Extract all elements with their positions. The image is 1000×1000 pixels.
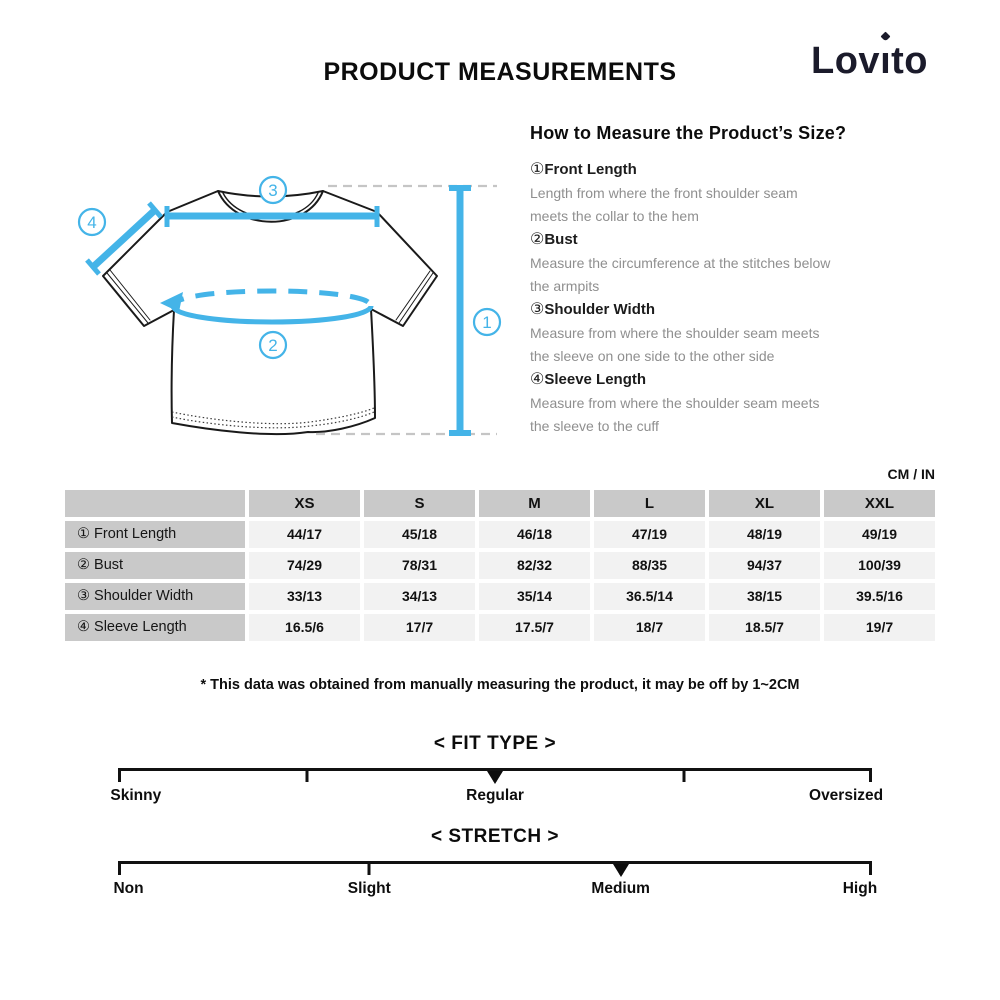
circled-number: ③ — [530, 301, 545, 318]
scale-label: High — [842, 880, 878, 897]
scale-title: < STRETCH > — [431, 826, 559, 847]
scale-label: Skinny — [110, 787, 162, 804]
howto-term — [530, 158, 942, 182]
measurement-value: 74/29 — [249, 552, 360, 579]
description-line: Measure the circumference at the stitches below — [530, 255, 831, 271]
circled-number: ① — [530, 161, 545, 178]
measurement-value: 44/17 — [249, 521, 360, 548]
measurement-value: 82/32 — [479, 552, 590, 579]
description-line: meets the collar to the hem — [530, 208, 699, 224]
scale-labels — [110, 787, 884, 809]
circled-number: ④ — [530, 371, 545, 388]
howto-item — [530, 228, 942, 298]
scale-tick — [682, 771, 685, 782]
measurement-value: 48/19 — [709, 521, 820, 548]
measurement-value: 88/35 — [594, 552, 705, 579]
measurement-value: 39.5/16 — [824, 583, 935, 610]
tshirt-measurement-diagram — [60, 130, 510, 460]
brand-logo: Lovı to — [811, 42, 928, 80]
scale-label: Regular — [466, 787, 524, 804]
svg-text:2: 2 — [268, 336, 278, 355]
measurement-value: 18/7 — [594, 614, 705, 641]
measure-name: Shoulder Width — [544, 301, 656, 318]
row-label: ② Bust — [65, 552, 245, 579]
measurement-value: 45/18 — [364, 521, 475, 548]
howto-description — [530, 322, 942, 368]
measurement-value: 46/18 — [479, 521, 590, 548]
scale-label: Medium — [591, 880, 650, 897]
size-column-header: M — [479, 490, 590, 517]
how-to-heading: How to Measure the Product’s Size? — [530, 123, 847, 143]
measurement-value: 49/19 — [824, 521, 935, 548]
callout-3 — [260, 177, 286, 203]
howto-term — [530, 368, 942, 392]
scale-title: < FIT TYPE > — [433, 733, 557, 754]
size-column-header: XL — [709, 490, 820, 517]
scale-track — [118, 861, 872, 877]
measurement-value: 78/31 — [364, 552, 475, 579]
callout-4 — [79, 209, 105, 235]
measurement-value: 18.5/7 — [709, 614, 820, 641]
diamond-dot-icon — [881, 32, 891, 42]
row-label: ① Front Length — [65, 521, 245, 548]
measurement-value: 94/37 — [709, 552, 820, 579]
measurement-footnote: * This data was obtained from manually measuring the product, it may be off by 1~2CM — [200, 677, 800, 693]
scale-marker-triangle — [487, 771, 503, 784]
measure-name: Bust — [544, 231, 578, 248]
scale-tick — [368, 864, 371, 875]
scale-tick — [118, 771, 121, 782]
measure-name: Front Length — [544, 161, 637, 178]
size-column-header: L — [594, 490, 705, 517]
howto-description — [530, 392, 942, 438]
measurement-value: 17.5/7 — [479, 614, 590, 641]
circled-number: ② — [530, 231, 545, 248]
howto-description — [530, 182, 942, 228]
howto-item — [530, 158, 942, 228]
measurement-value: 34/13 — [364, 583, 475, 610]
description-line: Measure from where the shoulder seam meets — [530, 395, 820, 411]
scale-labels — [113, 880, 878, 902]
callout-1 — [474, 309, 500, 335]
svg-text:1: 1 — [482, 313, 492, 332]
measurement-value: 47/19 — [594, 521, 705, 548]
description-line: the sleeve to the cuff — [530, 418, 659, 434]
front-length-line — [449, 188, 471, 433]
scale-label: Slight — [347, 880, 391, 897]
scale-tick — [305, 771, 308, 782]
scale-tick — [118, 864, 121, 875]
description-line: Measure from where the shoulder seam meets — [530, 325, 820, 341]
tshirt-outline — [103, 191, 437, 434]
svg-text:4: 4 — [87, 213, 97, 232]
scale-marker-triangle — [613, 864, 629, 877]
measurement-value: 19/7 — [824, 614, 935, 641]
size-column-header: S — [364, 490, 475, 517]
description-line: the armpits — [530, 278, 600, 294]
size-column-header: XS — [249, 490, 360, 517]
fit-type-scale — [110, 733, 884, 809]
howto-item — [530, 368, 942, 438]
size-table — [65, 490, 935, 641]
unit-label: CM / IN — [887, 466, 935, 482]
howto-list — [530, 158, 942, 438]
scale-tick — [869, 864, 872, 875]
measurement-value: 33/13 — [249, 583, 360, 610]
description-line: the sleeve on one side to the other side — [530, 348, 775, 364]
callout-2 — [260, 332, 286, 358]
row-label: ④ Sleeve Length — [65, 614, 245, 641]
howto-item — [530, 298, 942, 368]
measurement-value: 35/14 — [479, 583, 590, 610]
howto-term — [530, 298, 942, 322]
measure-name: Sleeve Length — [544, 371, 647, 388]
scale-label: Non — [113, 880, 144, 897]
scale-tick — [869, 771, 872, 782]
measurement-value: 100/39 — [824, 552, 935, 579]
howto-term — [530, 228, 942, 252]
measurement-value: 17/7 — [364, 614, 475, 641]
measurement-value: 36.5/14 — [594, 583, 705, 610]
size-column-header: XXL — [824, 490, 935, 517]
howto-description — [530, 252, 942, 298]
table-corner-cell — [65, 490, 245, 517]
measurement-value: 16.5/6 — [249, 614, 360, 641]
stretch-scale — [113, 826, 878, 902]
page-title: PRODUCT MEASUREMENTS — [323, 58, 677, 86]
how-to-measure-section — [530, 123, 942, 438]
scale-label: Oversized — [809, 787, 884, 804]
row-label: ③ Shoulder Width — [65, 583, 245, 610]
measurement-value: 38/15 — [709, 583, 820, 610]
scale-track — [118, 768, 872, 784]
logo-i-diamond-dot: ı — [880, 42, 891, 80]
svg-text:3: 3 — [268, 181, 278, 200]
description-line: Length from where the front shoulder seam — [530, 185, 798, 201]
